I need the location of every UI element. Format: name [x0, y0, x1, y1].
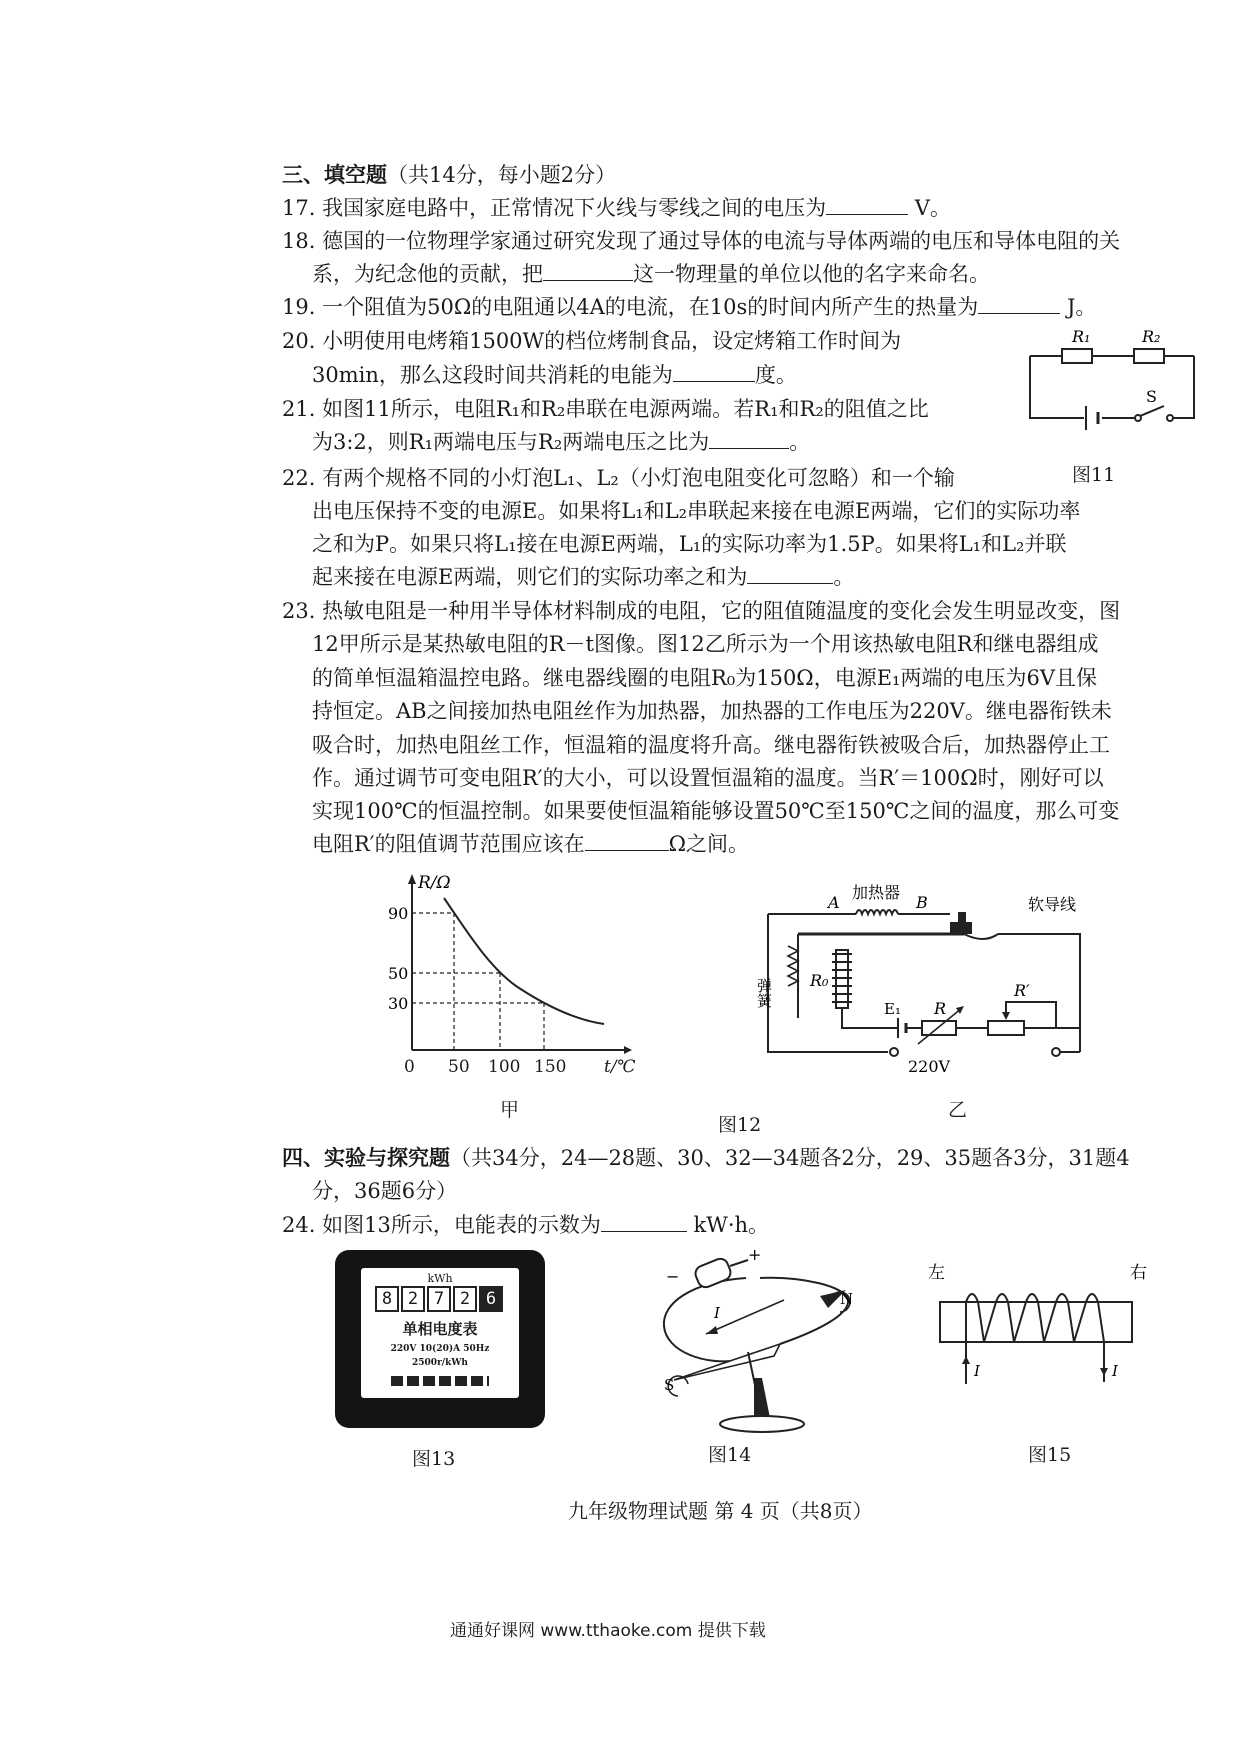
answer-blank — [673, 363, 755, 382]
question-text: Ω之间。 — [668, 832, 750, 856]
answer-blank — [747, 565, 833, 584]
question-text: V。 — [914, 196, 951, 220]
question-22-line-4 — [312, 562, 854, 592]
question-23-line-5: 吸合时，加热电阻丝工作，恒温箱的温度将升高。继电器衔铁被吸合后，加热器停止工 — [312, 733, 1110, 757]
question-text: 有两个规格不同的小灯泡L₁、L₂（小灯泡电阻变化可忽略）和一个输 — [322, 466, 955, 490]
graph-x-tick-150: 150 — [534, 1057, 567, 1077]
figure-12-circuit — [756, 868, 1106, 1078]
question-text: kW·h。 — [693, 1213, 770, 1237]
section-3-heading — [282, 160, 616, 190]
question-text: 系，为纪念他的贡献，把 — [312, 262, 543, 286]
answer-blank — [585, 832, 669, 851]
figure-15-caption: 图15 — [1028, 1444, 1072, 1466]
meter-digit: 7 — [427, 1286, 451, 1312]
question-text: 如图13所示，电能表的示数为 — [322, 1213, 601, 1237]
question-number: 24. — [282, 1213, 316, 1237]
circuit-caption: 乙 — [948, 1099, 968, 1121]
question-number: 21. — [282, 397, 316, 421]
question-text: 度。 — [754, 363, 797, 387]
label-a: A — [828, 893, 840, 912]
figure-14-caption: 图14 — [708, 1444, 752, 1466]
graph-x-label: t/℃ — [604, 1057, 636, 1077]
meter-dial-marks — [391, 1376, 489, 1386]
answer-blank — [826, 196, 908, 215]
section-3-title: 三、填空题 — [282, 163, 387, 187]
question-text: J。 — [1066, 295, 1097, 319]
label-heater: 加热器 — [852, 883, 901, 902]
question-19 — [282, 292, 1096, 322]
answer-blank — [601, 1213, 687, 1232]
question-23-line-6: 作。通过调节可变电阻R′的大小，可以设置恒温箱的温度。当R′＝100Ω时，刚好可以 — [312, 766, 1104, 790]
question-text: 起来接在电源E两端，则它们的实际功率之和为 — [312, 565, 748, 589]
label-220v: 220V — [908, 1057, 951, 1076]
question-24 — [282, 1210, 769, 1240]
meter-unit: kWh — [427, 1272, 453, 1285]
label-right: 右 — [1130, 1263, 1147, 1283]
label-soft-wire: 软导线 — [1028, 895, 1077, 914]
meter-digit: 2 — [401, 1286, 425, 1312]
question-23-line-7: 实现100℃的恒温控制。如果要使恒温箱能够设置50℃至150℃之间的温度，那么可变 — [312, 799, 1120, 823]
question-number: 20. — [282, 329, 316, 353]
graph-x-tick-100: 100 — [488, 1057, 521, 1077]
label-current: I — [714, 1304, 720, 1322]
question-text: 如图11所示，电阻R₁和R₂串联在电源两端。若R₁和R₂的阻值之比 — [322, 397, 929, 421]
label-left: 左 — [928, 1263, 945, 1283]
label-switch: S — [1146, 387, 1157, 406]
figure-15-solenoid — [920, 1258, 1150, 1398]
question-23-line-4: 持恒定。AB之间接加热电阻丝作为加热器，加热器的工作电压为220V。继电器衔铁未 — [312, 699, 1112, 723]
figure-14-oersted-experiment — [650, 1245, 890, 1438]
question-number: 18. — [282, 229, 316, 253]
question-23-line-3: 的简单恒温箱温控电路。继电器线圈的电阻R₀为150Ω，电源E₁两端的电压为6V且保 — [312, 666, 1097, 690]
label-b: B — [916, 893, 928, 912]
meter-digit: 2 — [453, 1286, 477, 1312]
graph-x-tick-50: 50 — [448, 1057, 470, 1077]
meter-digit: 8 — [375, 1286, 399, 1312]
question-20-line-2 — [312, 360, 797, 390]
question-text: 30min，那么这段时间共消耗的电能为 — [312, 363, 673, 387]
figure-12-graph — [388, 870, 646, 1070]
question-21-line-1 — [282, 394, 929, 424]
question-text: 电阻R′的阻值调节范围应该在 — [312, 832, 585, 856]
question-text: 德国的一位物理学家通过研究发现了通过导体的电流与导体两端的电压和导体电阻的关 — [322, 229, 1121, 253]
question-text: 。 — [789, 430, 811, 454]
section-4-note-cont: 分，36题6分） — [312, 1179, 458, 1203]
answer-blank — [978, 295, 1060, 314]
question-23-line-2: 12甲所示是某热敏电阻的R－t图像。图12乙所示为一个用该热敏电阻R和继电器组成 — [312, 632, 1099, 656]
label-plus: + — [748, 1245, 762, 1264]
question-text: 我国家庭电路中，正常情况下火线与零线之间的电压为 — [322, 196, 827, 220]
question-text: 一个阻值为50Ω的电阻通以4A的电流，在10s的时间内所产生的热量为 — [322, 295, 979, 319]
question-17 — [282, 193, 951, 223]
label-south: S — [664, 1376, 675, 1394]
label-north: N — [840, 1290, 854, 1308]
page-footer: 九年级物理试题 第 4 页（共8页） — [568, 1499, 873, 1523]
question-text: 小明使用电烤箱1500W的档位烤制食品，设定烤箱工作时间为 — [322, 329, 902, 353]
question-text: 这一物理量的单位以他的名字来命名。 — [633, 262, 990, 286]
question-number: 19. — [282, 295, 316, 319]
figure-13-caption: 图13 — [412, 1448, 456, 1470]
question-text: 为3:2，则R₁两端电压与R₂两端电压之比为 — [312, 430, 710, 454]
meter-digit-decimal: 6 — [479, 1286, 503, 1312]
question-22-line-3: 之和为P。如果只将L₁接在电源E两端，L₁的实际功率为1.5P。如果将L₁和L₂并联 — [312, 532, 1067, 556]
figure-12-caption: 图12 — [718, 1114, 762, 1136]
question-22-line-2: 出电压保持不变的电源E。如果将L₁和L₂串联起来接在电源E两端，它们的实际功率 — [312, 499, 1081, 523]
graph-y-tick-90: 90 — [388, 904, 409, 923]
meter-display — [375, 1286, 503, 1312]
graph-y-tick-50: 50 — [388, 964, 409, 983]
question-23-line-8 — [312, 829, 749, 859]
label-spring: 弹簧 — [755, 978, 773, 1008]
question-text: 。 — [833, 565, 855, 589]
section-4-heading — [282, 1143, 1130, 1173]
question-18-line-2 — [312, 259, 990, 289]
graph-y-label: R/Ω — [418, 873, 451, 893]
section-4-note: （共34分，24—28题、30、32—34题各2分，29、35题各3分，31题4 — [450, 1146, 1130, 1170]
figure-11-caption: 图11 — [1072, 464, 1116, 486]
section-4-title: 四、实验与探究题 — [282, 1146, 450, 1170]
section-3-note: （共14分，每小题2分） — [387, 163, 617, 187]
label-r-prime: R′ — [1014, 981, 1030, 1000]
label-r1: R₁ — [1072, 327, 1091, 346]
meter-title: 单相电度表 — [402, 1320, 478, 1338]
question-number: 23. — [282, 599, 316, 623]
label-current-left: I — [974, 1362, 980, 1380]
label-e1: E₁ — [884, 1000, 901, 1018]
graph-origin: 0 — [404, 1057, 415, 1077]
meter-face — [361, 1268, 519, 1398]
graph-caption: 甲 — [500, 1099, 520, 1121]
label-current-right: I — [1112, 1362, 1118, 1380]
meter-spec-1: 220V 10(20)A 50Hz — [390, 1344, 490, 1354]
answer-blank — [709, 430, 789, 449]
meter-spec-2: 2500r/kWh — [412, 1358, 468, 1368]
graph-y-tick-30: 30 — [388, 994, 409, 1013]
answer-blank — [543, 262, 633, 281]
question-text: 热敏电阻是一种用半导体材料制成的电阻，它的阻值随温度的变化会发生明显改变，图 — [322, 599, 1121, 623]
question-22-line-1 — [282, 463, 955, 493]
label-r0: R₀ — [810, 971, 829, 990]
figure-11-series-circuit — [1022, 326, 1202, 426]
question-23-line-1 — [282, 596, 1120, 626]
download-credit: 通通好课网 www.tthaoke.com 提供下载 — [450, 1621, 766, 1641]
label-minus: − — [666, 1267, 680, 1286]
label-r2: R₂ — [1142, 327, 1161, 346]
question-21-line-2 — [312, 427, 810, 457]
figure-13-electricity-meter — [335, 1250, 545, 1428]
label-r: R — [934, 999, 947, 1018]
question-number: 17. — [282, 196, 316, 220]
question-18-line-1 — [282, 226, 1120, 256]
question-20-line-1 — [282, 326, 901, 356]
question-number: 22. — [282, 466, 316, 490]
